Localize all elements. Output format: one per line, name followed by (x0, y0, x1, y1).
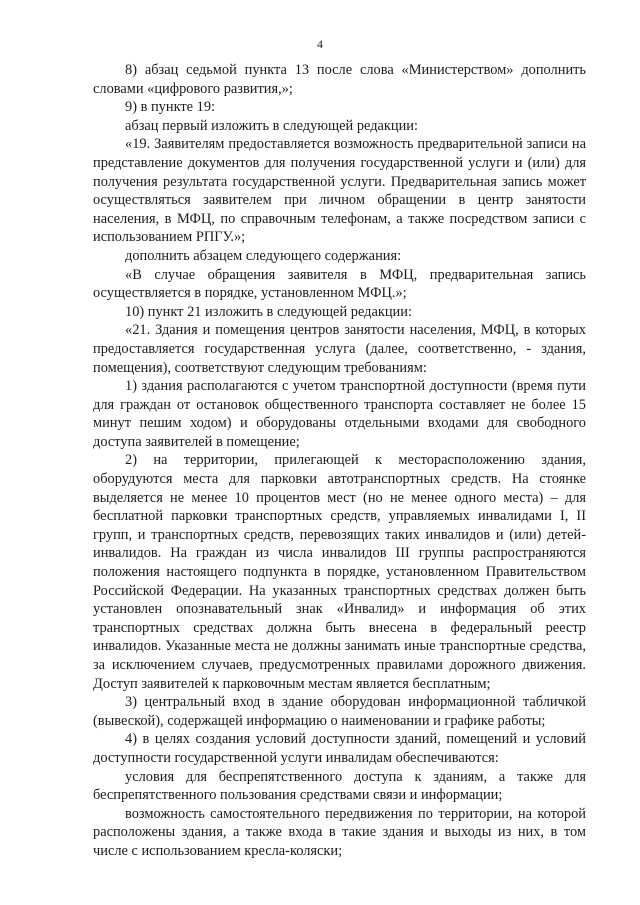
paragraph-add-abzac: дополнить абзацем следующего содержания: (125, 247, 402, 264)
paragraph-subitem-3: 3) центральный вход в здание оборудован информационной табличкой (вывеской), содержащей информацию о наименовании и графике работы; (93, 694, 586, 729)
page-number: 4 (317, 37, 323, 51)
paragraph-item-8: 8) абзац седьмой пункта 13 после слова «Министерством» дополнить словами «цифрового развития,»; (93, 62, 586, 97)
paragraph-subitem-4: 4) в целях создания условий доступности зданий, помещений и условий доступности государственной услуги инвалидам обеспечиваются: (93, 731, 586, 766)
paragraph-mfc-booking: «В случае обращения заявителя в МФЦ, предварительная запись осуществляется в порядке, установленном МФЦ.»; (93, 266, 586, 302)
paragraph-subitem-1: 1) здания располагаются с учетом транспортной доступности (время пути для граждан от остановок общественного транспорта составляет не более 15 минут пешим ходом) и оборудованы отдельными входами для свободного доступа заявителей в помещение; (93, 378, 586, 450)
paragraph-first-abzac: абзац первый изложить в следующей редакции: (125, 117, 419, 134)
paragraph-clause-19: «19. Заявителям предоставляется возможность предварительной записи на представление документов для получения государственной услуги и (или) для получения результата государственной услуги. Предварительная запись может осуществляться заявителем при личном обращении в центр занятости населения, в МФЦ, по справочным телефонам, а также посредством записи с использованием РПГУ.»; (93, 136, 586, 246)
document-body (93, 61, 586, 861)
paragraph-clause-21: «21. Здания и помещения центров занятости населения, МФЦ, в которых предоставляется государственная услуга (далее, соответственно, - здания, помещения), соответствуют следующим требованиям: (93, 322, 586, 376)
paragraph-item-10: 10) пункт 21 изложить в следующей редакции: (125, 303, 412, 320)
paragraph-mobility: возможность самостоятельного передвижения по территории, на которой расположены здания, а также входа в такие здания и выходы из них, в том числе с использованием кресла-коляски; (93, 805, 586, 859)
paragraph-subitem-2: 2) на территории, прилегающей к месторасположению здания, оборудуются места для парковки автотранспортных средств. На стоянке выделяется не менее 10 процентов мест (но не менее одного места) – для бесплатной парковки транспортных средств, управляемых инвалидами I, II групп, и транспортных средств, перевозящих таких инвалидов и (или) детей-инвалидов. На граждан из числа инвалидов III группы распространяются положения настоящего подпункта в порядке, установленном Правительством Российской Федерации. На указанных транспортных средствах должен быть установлен опознавательный знак «Инвалид» и информация об этих транспортных средствах должна быть внесена в федеральный реестр инвалидов. Указанные места не должны занимать иные транспортные средства, за исключением случаев, предусмотренных правилами дорожного движения. Доступ заявителей к парковочным местам является бесплатным; (93, 452, 586, 692)
paragraph-access-conditions: условия для беспрепятственного доступа к зданиям, а также для беспрепятственного пользования средствами связи и информации; (93, 768, 586, 804)
paragraph-item-9: 9) в пункте 19: (125, 99, 216, 116)
